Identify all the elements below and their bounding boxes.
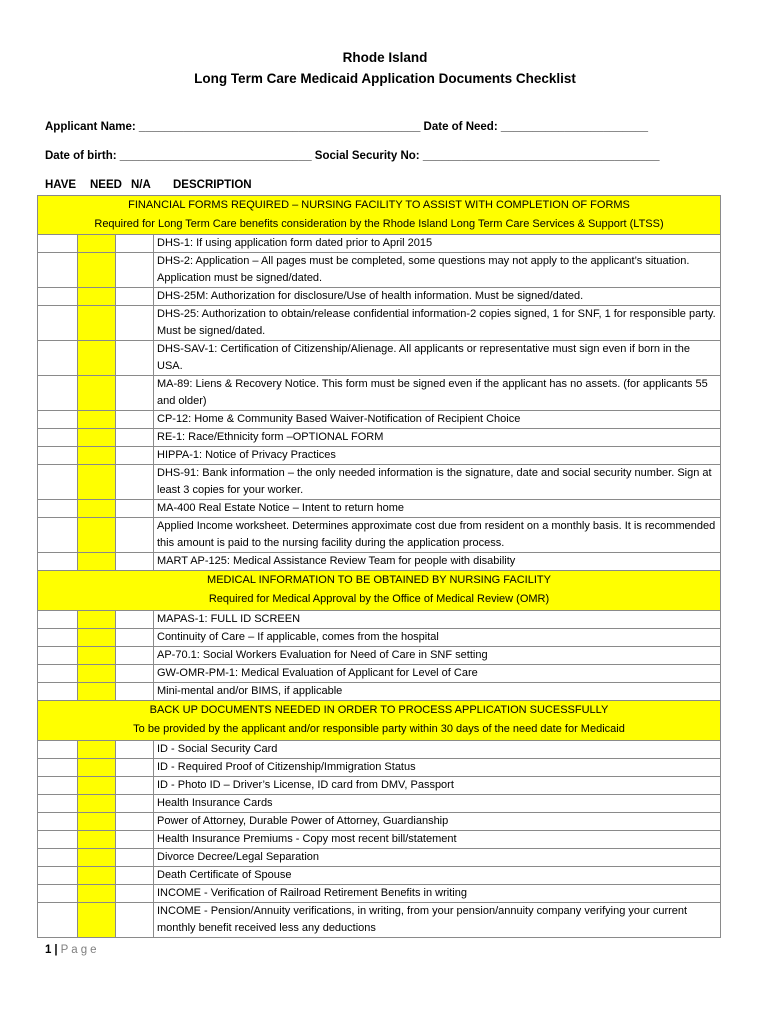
na-checkbox-cell[interactable] [116,411,154,429]
checklist-row [38,253,721,288]
have-checkbox-cell[interactable] [38,903,78,938]
item-description: RE-1: Race/Ethnicity form –OPTIONAL FORM [154,429,721,447]
checklist-row [38,903,721,938]
need-checkbox-cell[interactable] [78,253,116,288]
have-checkbox-cell[interactable] [38,429,78,447]
have-checkbox-cell[interactable] [38,518,78,553]
na-checkbox-cell[interactable] [116,885,154,903]
column-header-have: HAVE [45,179,77,191]
need-checkbox-cell[interactable] [78,306,116,341]
have-checkbox-cell[interactable] [38,306,78,341]
checklist-row [38,553,721,571]
need-checkbox-cell[interactable] [78,553,116,571]
section-heading: BACK UP DOCUMENTS NEEDED IN ORDER TO PROCESS APPLICATION SUCESSFULLY [149,704,609,716]
item-description: ID - Required Proof of Citizenship/Immigration Status [154,759,721,777]
item-description: INCOME - Verification of Railroad Retirement Benefits in writing [154,885,721,903]
checklist-row [38,867,721,885]
have-checkbox-cell[interactable] [38,647,78,665]
na-checkbox-cell[interactable] [116,813,154,831]
need-checkbox-cell[interactable] [78,665,116,683]
checklist-row [38,629,721,647]
have-checkbox-cell[interactable] [38,885,78,903]
item-description: Power of Attorney, Durable Power of Attorney, Guardianship [154,813,721,831]
na-checkbox-cell[interactable] [116,553,154,571]
item-description: MAPAS-1: FULL ID SCREEN [154,611,721,629]
checklist-row [38,306,721,341]
item-description: Mini-mental and/or BIMS, if applicable [154,683,721,701]
need-checkbox-cell[interactable] [78,411,116,429]
checklist-row [38,683,721,701]
na-checkbox-cell[interactable] [116,376,154,411]
have-checkbox-cell[interactable] [38,253,78,288]
checklist-row [38,849,721,867]
na-checkbox-cell[interactable] [116,465,154,500]
na-checkbox-cell[interactable] [116,253,154,288]
checklist-row [38,288,721,306]
need-checkbox-cell[interactable] [78,235,116,253]
need-checkbox-cell[interactable] [78,903,116,938]
checklist-row [38,885,721,903]
na-checkbox-cell[interactable] [116,611,154,629]
checklist-row [38,518,721,553]
have-checkbox-cell[interactable] [38,553,78,571]
checklist-row [38,777,721,795]
na-checkbox-cell[interactable] [116,831,154,849]
item-description: CP-12: Home & Community Based Waiver-Notification of Recipient Choice [154,411,721,429]
item-description: Applied Income worksheet. Determines approximate cost due from resident on a monthly basis. It is recommended this amount is paid to the nursing facility during the application process. [154,518,721,553]
have-checkbox-cell[interactable] [38,867,78,885]
item-description: Health Insurance Premiums - Copy most recent bill/statement [154,831,721,849]
item-description: ID - Photo ID – Driver’s License, ID card from DMV, Passport [154,777,721,795]
have-checkbox-cell[interactable] [38,759,78,777]
checklist-row [38,465,721,500]
column-header-na: N/A [131,179,151,191]
na-checkbox-cell[interactable] [116,683,154,701]
have-checkbox-cell[interactable] [38,447,78,465]
item-description: Health Insurance Cards [154,795,721,813]
have-checkbox-cell[interactable] [38,500,78,518]
item-description: DHS-2: Application – All pages must be completed, some questions may not apply to the applicant’s situation. Application must be signed/dated. [154,253,721,288]
section-heading: FINANCIAL FORMS REQUIRED – NURSING FACILITY TO ASSIST WITH COMPLETION OF FORMS [128,199,630,211]
have-checkbox-cell[interactable] [38,611,78,629]
have-checkbox-cell[interactable] [38,341,78,376]
have-checkbox-cell[interactable] [38,777,78,795]
page-footer [45,944,99,956]
na-checkbox-cell[interactable] [116,647,154,665]
column-header-need: NEED [90,179,122,191]
checklist-row [38,759,721,777]
na-checkbox-cell[interactable] [116,759,154,777]
page-label: Page [60,944,100,956]
need-checkbox-cell[interactable] [78,376,116,411]
section-header-cell [38,571,721,611]
na-checkbox-cell[interactable] [116,235,154,253]
have-checkbox-cell[interactable] [38,665,78,683]
need-checkbox-cell[interactable] [78,518,116,553]
na-checkbox-cell[interactable] [116,867,154,885]
item-description: DHS-1: If using application form dated prior to April 2015 [154,235,721,253]
item-description: INCOME - Pension/Annuity verifications, in writing, from your pension/annuity company verifying your current monthly benefit received less any deductions [154,903,721,938]
section-subheading: To be provided by the applicant and/or responsible party within 30 days of the need date for Medicaid [133,723,625,735]
section-header-cell [38,701,721,741]
checklist-row [38,647,721,665]
dob-ssn-line: Date of birth: ______________________________ Social Security No: _____________________________________ [45,150,660,162]
column-header-description: DESCRIPTION [173,179,252,191]
checklist-row [38,235,721,253]
na-checkbox-cell[interactable] [116,341,154,376]
na-checkbox-cell[interactable] [116,903,154,938]
checklist-row [38,429,721,447]
need-checkbox-cell[interactable] [78,867,116,885]
need-checkbox-cell[interactable] [78,777,116,795]
need-checkbox-cell[interactable] [78,629,116,647]
na-checkbox-cell[interactable] [116,777,154,795]
na-checkbox-cell[interactable] [116,429,154,447]
need-checkbox-cell[interactable] [78,429,116,447]
section-header-cell [38,196,721,235]
document-title: Rhode Island [342,50,428,65]
item-description: MA-400 Real Estate Notice – Intent to return home [154,500,721,518]
item-description: MART AP-125: Medical Assistance Review Team for people with disability [154,553,721,571]
section-subheading: Required for Long Term Care benefits consideration by the Rhode Island Long Term Care Services & Support (LTSS) [94,218,664,230]
need-checkbox-cell[interactable] [78,500,116,518]
have-checkbox-cell[interactable] [38,813,78,831]
page-separator: | [54,944,58,956]
na-checkbox-cell[interactable] [116,849,154,867]
need-checkbox-cell[interactable] [78,288,116,306]
have-checkbox-cell[interactable] [38,411,78,429]
checklist-row [38,813,721,831]
na-checkbox-cell[interactable] [116,629,154,647]
document-subtitle: Long Term Care Medicaid Application Documents Checklist [194,71,576,86]
have-checkbox-cell[interactable] [38,849,78,867]
have-checkbox-cell[interactable] [38,235,78,253]
have-checkbox-cell[interactable] [38,741,78,759]
item-description: HIPPA-1: Notice of Privacy Practices [154,447,721,465]
item-description: DHS-91: Bank information – the only needed information is the signature, date and social security number. Sign at least 3 copies for your worker. [154,465,721,500]
item-description: GW-OMR-PM-1: Medical Evaluation of Applicant for Level of Care [154,665,721,683]
na-checkbox-cell[interactable] [116,500,154,518]
checklist-row [38,741,721,759]
item-description: MA-89: Liens & Recovery Notice. This form must be signed even if the applicant has no assets. (for applicants 55 and older) [154,376,721,411]
checklist-row [38,831,721,849]
applicant-name-date-of-need-line: Applicant Name: ____________________________________________ Date of Need: _______________________ [45,121,648,133]
need-checkbox-cell[interactable] [78,741,116,759]
need-checkbox-cell[interactable] [78,447,116,465]
checklist-row [38,500,721,518]
need-checkbox-cell[interactable] [78,885,116,903]
need-checkbox-cell[interactable] [78,795,116,813]
need-checkbox-cell[interactable] [78,759,116,777]
have-checkbox-cell[interactable] [38,288,78,306]
na-checkbox-cell[interactable] [116,288,154,306]
need-checkbox-cell[interactable] [78,849,116,867]
have-checkbox-cell[interactable] [38,465,78,500]
have-checkbox-cell[interactable] [38,831,78,849]
have-checkbox-cell[interactable] [38,376,78,411]
section-header [38,196,721,235]
need-checkbox-cell[interactable] [78,813,116,831]
na-checkbox-cell[interactable] [116,741,154,759]
have-checkbox-cell[interactable] [38,629,78,647]
checklist-table [37,195,721,938]
checklist-row [38,447,721,465]
item-description: Continuity of Care – If applicable, comes from the hospital [154,629,721,647]
item-description: Death Certificate of Spouse [154,867,721,885]
need-checkbox-cell[interactable] [78,647,116,665]
need-checkbox-cell[interactable] [78,611,116,629]
section-header [38,701,721,741]
have-checkbox-cell[interactable] [38,683,78,701]
need-checkbox-cell[interactable] [78,683,116,701]
section-header [38,571,721,611]
section-heading: MEDICAL INFORMATION TO BE OBTAINED BY NURSING FACILITY [207,574,551,586]
need-checkbox-cell[interactable] [78,341,116,376]
need-checkbox-cell[interactable] [78,465,116,500]
item-description: ID - Social Security Card [154,741,721,759]
item-description: AP-70.1: Social Workers Evaluation for Need of Care in SNF setting [154,647,721,665]
have-checkbox-cell[interactable] [38,795,78,813]
checklist-row [38,411,721,429]
checklist-row [38,341,721,376]
na-checkbox-cell[interactable] [116,518,154,553]
item-description: Divorce Decree/Legal Separation [154,849,721,867]
item-description: DHS-25: Authorization to obtain/release confidential information-2 copies signed, 1 for SNF, 1 for responsible party. Must be signed/dated. [154,306,721,341]
checklist-row [38,611,721,629]
na-checkbox-cell[interactable] [116,665,154,683]
checklist-row [38,795,721,813]
page-number: 1 [45,944,52,956]
na-checkbox-cell[interactable] [116,795,154,813]
need-checkbox-cell[interactable] [78,831,116,849]
item-description: DHS-25M: Authorization for disclosure/Use of health information. Must be signed/dated. [154,288,721,306]
item-description: DHS-SAV-1: Certification of Citizenship/Alienage. All applicants or representative must sign even if born in the USA. [154,341,721,376]
checklist-row [38,376,721,411]
na-checkbox-cell[interactable] [116,306,154,341]
checklist-row [38,665,721,683]
section-subheading: Required for Medical Approval by the Office of Medical Review (OMR) [208,593,550,605]
na-checkbox-cell[interactable] [116,447,154,465]
